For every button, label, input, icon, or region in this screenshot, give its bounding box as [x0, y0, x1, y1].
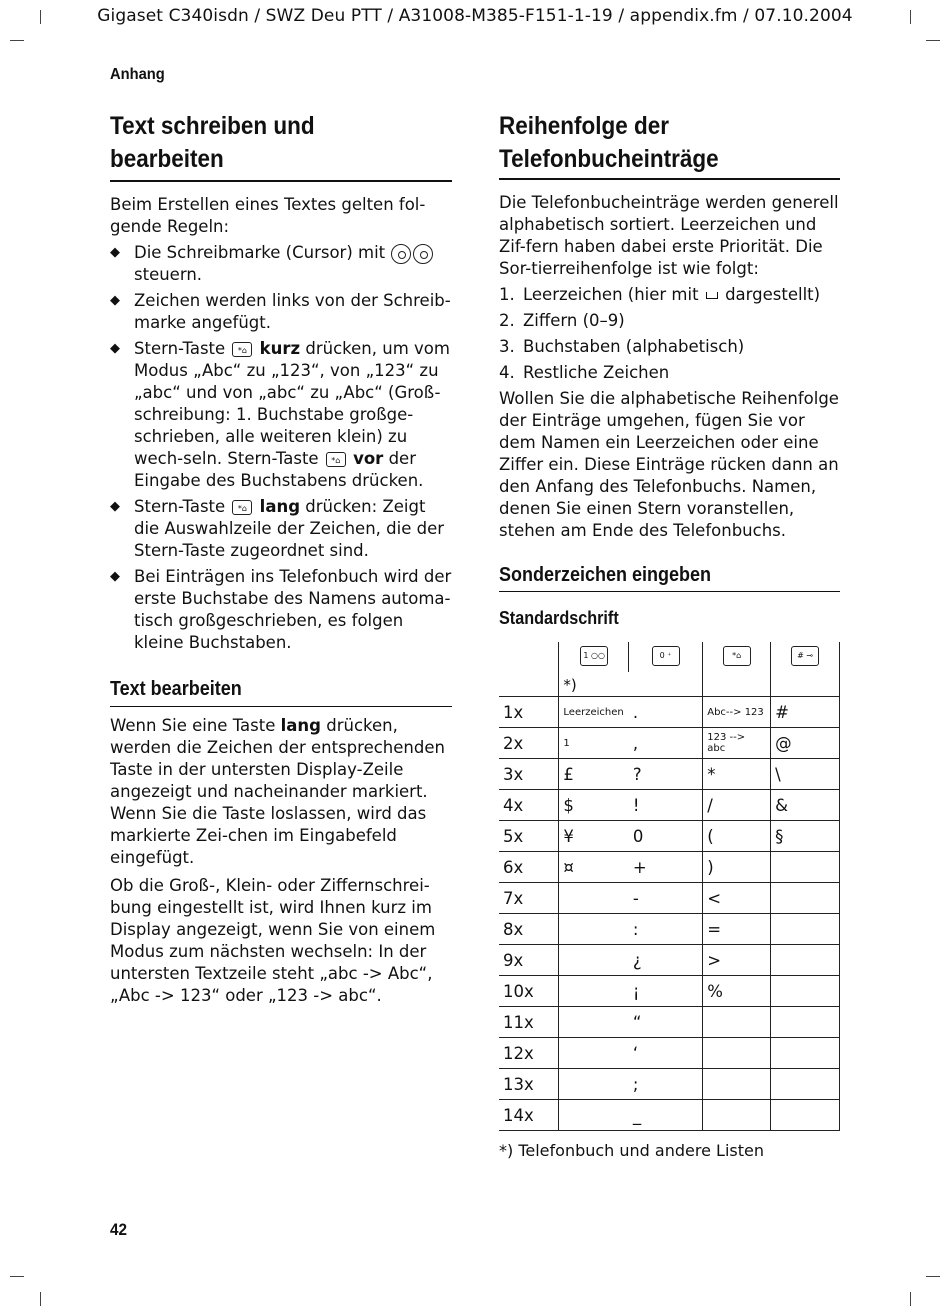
table-row [499, 914, 840, 945]
table-cell: 5x [499, 821, 559, 852]
table-cell [771, 1069, 840, 1100]
crop-mark [10, 1276, 24, 1277]
table-cell: \ [771, 759, 840, 790]
table-cell [703, 1038, 771, 1069]
table-cell: 8x [499, 914, 559, 945]
star-key-icon: *⌂ [326, 452, 346, 467]
table-cell [771, 883, 840, 914]
table-cell [559, 1069, 629, 1100]
key-0-icon: 0 ⁺ [652, 646, 680, 666]
subsection-title: Text bearbeiten [110, 678, 242, 700]
document-header: Gigaset C340isdn / SWZ Deu PTT / A31008-M385-F151-1-19 / appendix.fm / 07.10.2004 [97, 6, 853, 26]
table-cell: 3x [499, 759, 559, 790]
table-cell [771, 852, 840, 883]
table-cell: & [771, 790, 840, 821]
table-cell [771, 1038, 840, 1069]
table-cell [559, 1038, 629, 1069]
table-cell: £ [559, 759, 629, 790]
list-item: 2. Ziffern (0–9) [499, 311, 625, 330]
table-cell: 12x [499, 1038, 559, 1069]
left-title-block [110, 110, 452, 182]
table-cell: 123 --> abc [703, 728, 771, 759]
footnote-marker: *) [563, 676, 577, 694]
star-key-icon: *⌂ [232, 500, 252, 515]
table-cell [559, 1007, 629, 1038]
table-cell: @ [771, 728, 840, 759]
table-cell [559, 945, 629, 976]
table-row [499, 945, 840, 976]
table-cell: 11x [499, 1007, 559, 1038]
right-column [499, 110, 840, 630]
table-cell: # [771, 697, 840, 728]
table-cell [703, 1100, 771, 1131]
intro-paragraph: Beim Erstellen eines Textes gelten fol-gende Regeln: [110, 195, 426, 236]
crop-mark [910, 1292, 911, 1306]
crop-mark [926, 40, 940, 41]
table-row [499, 790, 840, 821]
list-item: 4. Restliche Zeichen [499, 363, 670, 382]
list-item: ◆ Stern-Taste *⌂ kurz drücken, um vom Modus „Abc“ zu „123“, von „123“ zu „abc“ und von „abc“ zu „Abc“ (Groß-schreibung: 1. Buchstabe großge-schrieben, alle weiteren klein) zu wech-seln. Stern-Taste *⌂ vor der Eingabe des Buchstabens drücken. [110, 339, 450, 490]
table-header-row [499, 642, 840, 697]
table-cell: $ [559, 790, 629, 821]
key-1-icon: 1 ○○ [580, 646, 608, 666]
table-cell: > [703, 945, 771, 976]
table-cell: 9x [499, 945, 559, 976]
paragraph: Wollen Sie die alphabetische Reihenfolge der Einträge umgehen, fügen Sie vor dem Namen ein Leerzeichen oder eine Ziffer ein. Diese Einträge rücken dann an den Anfang des Telefonbuchs. Namen, denen Sie einen Stern voranstellen, stehen am Ende des Telefonbuchs. [499, 389, 839, 540]
rules-list [110, 242, 452, 654]
table-cell: : [629, 914, 703, 945]
left-column [110, 110, 452, 1007]
table-cell: ‘ [629, 1038, 703, 1069]
table-cell [771, 914, 840, 945]
table-cell: ) [703, 852, 771, 883]
paragraph: Wenn Sie eine Taste lang drücken, werden die Zeichen der entsprechenden Taste in der untersten Display-Zeile angezeigt und nacheinander markiert. Wenn Sie die Taste loslassen, wird das markierte Zei-chen im Eingabefeld eingefügt. [110, 716, 445, 867]
table-cell: < [703, 883, 771, 914]
table-cell: , [629, 728, 703, 759]
table-cell: 7x [499, 883, 559, 914]
table-row [499, 821, 840, 852]
table-cell: ; [629, 1069, 703, 1100]
table-cell [703, 1007, 771, 1038]
special-characters-table [499, 642, 840, 1131]
space-symbol-icon [706, 292, 718, 299]
list-item: ◆ Bei Einträgen ins Telefonbuch wird der erste Buchstabe des Namens automa-tisch großgeschrieben, es folgen kleine Buchstaben. [110, 567, 452, 652]
table-row [499, 1100, 840, 1131]
list-item: 1. Leerzeichen (hier mit dargestellt) [499, 285, 821, 304]
crop-mark [40, 1292, 41, 1306]
table-cell [771, 945, 840, 976]
bullet-icon: ◆ [110, 499, 120, 514]
bullet-icon: ◆ [110, 245, 120, 260]
table-cell: ¿ [629, 945, 703, 976]
table-cell: - [629, 883, 703, 914]
right-title-block [499, 110, 840, 180]
crop-mark [926, 1276, 940, 1277]
hash-key-icon: # ⊸ [791, 646, 819, 666]
star-key-icon: *⌂ [232, 342, 252, 357]
sub-subsection-title: Standardschrift [499, 608, 619, 628]
table-cell: 13x [499, 1069, 559, 1100]
table-row [499, 852, 840, 883]
footnote: *) Telefonbuch und andere Listen [499, 1141, 764, 1160]
header-divider [628, 642, 629, 672]
table-row [499, 1038, 840, 1069]
table-cell: ! [629, 790, 703, 821]
crop-mark [10, 40, 24, 41]
table-cell: Leerzeichen [559, 697, 629, 728]
table-cell: + [629, 852, 703, 883]
table-cell: * [703, 759, 771, 790]
table-cell [559, 1100, 629, 1131]
navigation-key-icon [391, 244, 411, 264]
sort-order-list [499, 284, 840, 384]
table-cell: 6x [499, 852, 559, 883]
star-key-icon: *⌂ [723, 646, 751, 666]
section-label: Anhang [110, 66, 165, 83]
table-cell [559, 976, 629, 1007]
table-cell: ? [629, 759, 703, 790]
table-cell: . [629, 697, 703, 728]
list-item: ◆ Die Schreibmarke (Cursor) mit steuern. [110, 242, 452, 286]
table-row [499, 883, 840, 914]
list-item: ◆ Zeichen werden links von der Schreib-marke angefügt. [110, 291, 451, 332]
table-cell [771, 1007, 840, 1038]
table-cell [559, 914, 629, 945]
table-cell: ¡ [629, 976, 703, 1007]
table-row [499, 976, 840, 1007]
table-body [499, 697, 840, 1131]
bullet-icon: ◆ [110, 341, 120, 356]
bullet-icon: ◆ [110, 293, 120, 308]
table-cell: 10x [499, 976, 559, 1007]
section-title: Reihenfolge der Telefonbucheinträge [499, 112, 719, 173]
table-cell: ¤ [559, 852, 629, 883]
table-cell: 14x [499, 1100, 559, 1131]
subsection-title-block [110, 676, 452, 707]
table-cell: _ [629, 1100, 703, 1131]
table-cell [559, 883, 629, 914]
table-cell: = [703, 914, 771, 945]
table-cell: 4x [499, 790, 559, 821]
table-cell: 0 [629, 821, 703, 852]
paragraph: Die Telefonbucheinträge werden generell alphabetisch sortiert. Leerzeichen und Zif-fern haben dabei erste Priorität. Die Sor-tierreihenfolge ist wie folgt: [499, 193, 839, 278]
table-cell: “ [629, 1007, 703, 1038]
subsection-title: Sonderzeichen eingeben [499, 564, 712, 586]
bullet-icon: ◆ [110, 569, 120, 584]
table-cell [771, 976, 840, 1007]
table-cell: ( [703, 821, 771, 852]
table-row [499, 728, 840, 759]
list-item: ◆ Stern-Taste *⌂ lang drücken: Zeigt die Auswahlzeile der Zeichen, die der Stern-Taste zugeordnet sind. [110, 497, 445, 560]
page-number: 42 [110, 1220, 128, 1239]
page-title: Text schreiben und bearbeiten [110, 112, 315, 173]
table-row [499, 1007, 840, 1038]
table-cell: ¥ [559, 821, 629, 852]
table-cell [771, 1100, 840, 1131]
table-row [499, 1069, 840, 1100]
table-cell: 1 [559, 728, 629, 759]
table-cell: 1x [499, 697, 559, 728]
list-item: 3. Buchstaben (alphabetisch) [499, 337, 745, 356]
table-cell: § [771, 821, 840, 852]
table-row [499, 759, 840, 790]
table-cell: 2x [499, 728, 559, 759]
paragraph: Ob die Groß-, Klein- oder Ziffernschrei-bung eingestellt ist, wird Ihnen kurz im Display angezeigt, wenn Sie von einem Modus zum nächsten wechseln: In der untersten Textzeile steht „abc -> Abc“, „Abc -> 123“ oder „123 -> abc“. [110, 876, 436, 1005]
table-row [499, 697, 840, 728]
subsection-title-block [499, 562, 840, 592]
table-cell: Abc--> 123 [703, 697, 771, 728]
table-cell [703, 1069, 771, 1100]
table-cell: / [703, 790, 771, 821]
navigation-key-icon [413, 244, 433, 264]
table-cell: % [703, 976, 771, 1007]
